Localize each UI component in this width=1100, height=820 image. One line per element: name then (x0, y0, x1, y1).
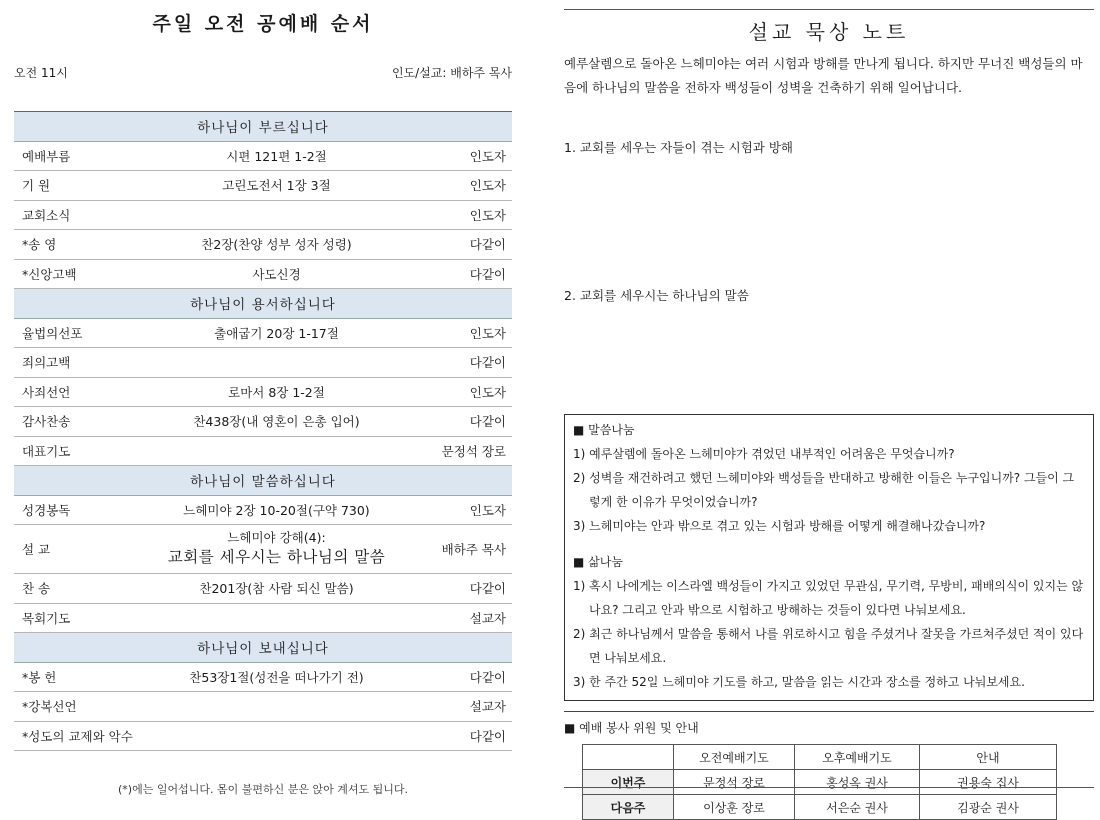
staff-week: 다음주 (583, 795, 674, 820)
order-who: 인도자 (469, 502, 506, 518)
order-who: 설교자 (469, 610, 506, 626)
order-content: 찬201장(참 사람 되신 말씀) (199, 581, 354, 597)
section-heading: 하나님이 보내십니다 (14, 633, 512, 663)
order-row (14, 692, 512, 722)
staff-row (583, 770, 1057, 795)
order-row (14, 574, 512, 604)
service-meta (14, 65, 512, 81)
staff-col-header: 오전예배기도 (674, 745, 795, 770)
order-item: *성도의 교제와 악수 (22, 728, 133, 744)
staff-col-header: 오후예배기도 (795, 745, 920, 770)
life-question: 1) 혹시 나에게는 이스라엘 백성들이 가지고 있었던 무관심, 무기력, 무방비, 패배의식이 있지는 않나요? 그리고 안과 밖으로 시험하고 방해하는 것들이 있다면 나눠보세요. (573, 579, 1084, 617)
service-leader: 인도/설교: 배하주 목사 (391, 66, 512, 80)
staff-table (582, 744, 1057, 820)
staff-pm-prayer: 서은순 권사 (795, 795, 920, 820)
order-row (14, 142, 512, 172)
service-time: 오전 11시 (14, 66, 68, 80)
staff-header-row (583, 745, 1057, 770)
section-heading: 하나님이 부르십니다 (14, 112, 512, 142)
staff-week: 이번주 (583, 770, 674, 795)
order-row (14, 319, 512, 349)
life-question: 3) 한 주간 52일 느헤미야 기도를 하고, 말씀을 읽는 시간과 장소를 정하고 나눠보세요. (573, 675, 1025, 689)
staff-heading: ■ 예배 봉사 위원 및 안내 (564, 721, 699, 735)
order-item: 감사찬송 (22, 414, 71, 430)
order-who: 인도자 (469, 178, 506, 194)
order-who: 설교자 (469, 699, 506, 715)
order-who: 다같이 (469, 414, 506, 430)
section-heading: 하나님이 용서하십니다 (14, 289, 512, 319)
staff-row (583, 795, 1057, 820)
order-who: 인도자 (469, 207, 506, 223)
order-item: 교회소식 (22, 207, 71, 223)
life-question: 2) 최근 하나님께서 말씀을 통해서 나를 위로하시고 힘을 주셨거나 잘못을 가르쳐주셨던 적이 있다면 나눠보세요. (573, 627, 1084, 665)
staff-am-prayer: 이상훈 장로 (674, 795, 795, 820)
standing-footnote: (*)에는 일어섭니다. 몸이 불편하신 분은 앉아 계셔도 됩니다. (118, 783, 408, 796)
staff-pm-prayer: 홍성옥 권사 (795, 770, 920, 795)
sermon-content (147, 530, 406, 568)
order-item: 죄의고백 (22, 355, 71, 371)
bottom-rule-right (564, 787, 1094, 788)
order-who: 문정석 장로 (441, 443, 506, 459)
order-content: 로마서 8장 1-2절 (228, 384, 325, 400)
order-title: 주일 오전 공예배 순서 (152, 13, 374, 35)
order-item: *강복선언 (22, 699, 77, 715)
divider (564, 711, 1094, 712)
order-content: 사도신경 (252, 266, 301, 282)
staff-col-header: 안내 (920, 745, 1057, 770)
notes-title: 설교 묵상 노트 (748, 20, 910, 44)
order-content: 고린도전서 1장 3절 (222, 178, 331, 194)
order-who: 인도자 (469, 384, 506, 400)
order-row (14, 201, 512, 231)
notes-intro: 예루살렘으로 돌아온 느헤미야는 여러 시험과 방해를 만나게 됩니다. 하지만 무너진 백성들의 마음에 하나님의 말씀을 전하자 백성들이 성벽을 건축하기 위해 일어납니다. (564, 56, 1083, 95)
order-who: 다같이 (469, 355, 506, 371)
worship-order-panel (14, 0, 512, 797)
order-item: 예배부름 (22, 148, 71, 164)
discussion-box (564, 414, 1094, 701)
order-row (14, 496, 512, 526)
order-item: 사죄선언 (22, 384, 71, 400)
discussion-question: 1) 예루살렘에 돌아온 느헤미야가 겪었던 내부적인 어려움은 무엇습니까? (573, 447, 955, 461)
staff-guide: 권용숙 집사 (920, 770, 1057, 795)
order-row (14, 407, 512, 437)
order-item: 성경봉독 (22, 502, 71, 518)
order-item: 율법의선포 (22, 325, 83, 341)
sermon-subtitle: 느헤미야 강해(4): (227, 530, 326, 545)
order-row (14, 604, 512, 634)
order-who: 배하주 목사 (441, 542, 506, 557)
life-heading: ■ 삶나눔 (573, 555, 623, 569)
order-row (14, 230, 512, 260)
sermon-point-1: 1. 교회를 세우는 자들이 겪는 시험과 방해 (564, 140, 793, 155)
order-item: 기 원 (22, 178, 51, 194)
order-row (14, 437, 512, 467)
order-row (14, 722, 512, 752)
sermon-title: 교회를 세우시는 하나님의 말씀 (167, 548, 386, 566)
order-row (14, 663, 512, 693)
order-content: 출애굽기 20장 1-17절 (214, 325, 339, 341)
order-who: 다같이 (469, 669, 506, 685)
section-heading: 하나님이 말씀하십니다 (14, 466, 512, 496)
order-row (14, 171, 512, 201)
order-item: 설 교 (22, 542, 51, 557)
order-row (14, 378, 512, 408)
order-who: 인도자 (469, 325, 506, 341)
order-content: 찬53장1절(성전을 떠나가기 전) (189, 669, 364, 685)
staff-am-prayer: 문정석 장로 (674, 770, 795, 795)
discussion-question: 2) 성벽을 재건하려고 했던 느헤미야와 백성들을 반대하고 방해한 이들은 누구입니까? 그들이 그렇게 한 이유가 무엇이었습니까? (573, 471, 1075, 509)
sermon-notes-panel (564, 0, 1094, 820)
order-content: 느헤미야 2장 10-20절(구약 730) (183, 502, 370, 518)
order-table (14, 111, 512, 751)
discussion-question: 3) 느헤미야는 안과 밖으로 겪고 있는 시험과 방해를 어떻게 해결해나갔습니까? (573, 519, 986, 533)
order-item: *봉 헌 (22, 669, 57, 685)
order-who: 다같이 (469, 728, 506, 744)
order-who: 다같이 (469, 266, 506, 282)
order-who: 다같이 (469, 237, 506, 253)
staff-col-header (583, 745, 674, 770)
order-row (14, 348, 512, 378)
order-row (14, 260, 512, 290)
order-item: 목회기도 (22, 610, 71, 626)
staff-guide: 김광순 권사 (920, 795, 1057, 820)
order-item: *송 영 (22, 237, 57, 253)
sermon-row (14, 525, 512, 574)
order-content: 시편 121편 1-2절 (226, 148, 327, 164)
order-item: 대표기도 (22, 443, 71, 459)
sermon-point-2: 2. 교회를 세우시는 하나님의 말씀 (564, 288, 749, 303)
order-who: 다같이 (469, 581, 506, 597)
order-item: *신앙고백 (22, 266, 77, 282)
order-content: 찬2장(찬양 성부 성자 성령) (201, 237, 352, 253)
order-content: 찬438장(내 영혼이 은총 입어) (193, 414, 360, 430)
order-item: 찬 송 (22, 581, 51, 597)
order-who: 인도자 (469, 148, 506, 164)
discussion-heading: ■ 말씀나눔 (573, 423, 635, 437)
